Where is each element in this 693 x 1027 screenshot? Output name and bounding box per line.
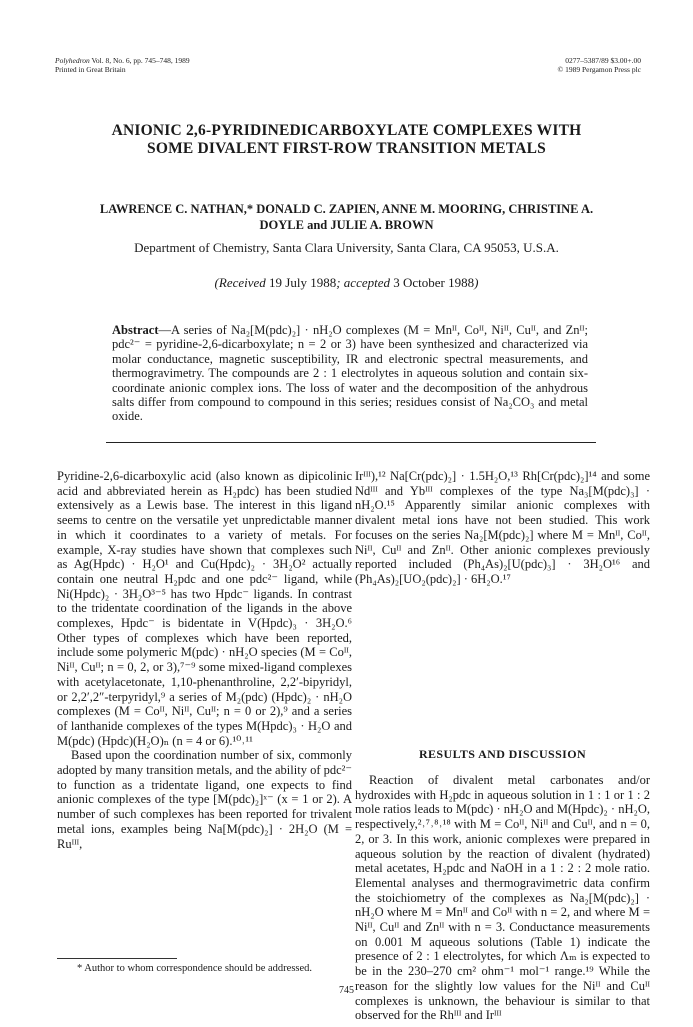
abstract-divider: [106, 442, 596, 443]
section-heading: RESULTS AND DISCUSSION: [418, 747, 587, 761]
journal-name: Polyhedron: [55, 56, 90, 65]
volume-info: Vol. 8, No. 6, pp. 745–748, 1989: [91, 56, 190, 65]
abstract-label: Abstract: [112, 323, 159, 337]
intro-paragraph-continued: Irᴵᴵᴵ),¹² Na[Cr(pdc)₂] · 1.5H₂O,¹³ Rh[Cr(pdc)₂]¹⁴ and some Ndᴵᴵᴵ and Ybᴵᴵᴵ complexes of the type Na₃[M(pdc)₃] · nH₂O.¹⁵ Apparently similar anionic complexes with divalent metal ions have not been studied. This work focuses on the series Na₂[M(pdc)₂] where M = Mnᴵᴵ, Coᴵᴵ, Niᴵᴵ, Cuᴵᴵ and Znᴵᴵ. Other anionic complexes previously reported included (Ph₄As)₂[U(pdc)₃] · 3H₂O¹⁶ and (Ph₄As)₂[UO₂(pdc)₂] · 6H₂O.¹⁷: [355, 469, 650, 586]
paper-title: ANIONIC 2,6-PYRIDINEDICARBOXYLATE COMPLEXES WITH SOME DIVALENT FIRST-ROW TRANSITION METALS: [111, 122, 582, 157]
received-line: (Received 19 July 1988; accepted 3 October 1988): [214, 275, 479, 290]
author-list: LAWRENCE C. NATHAN,* DONALD C. ZAPIEN, ANNE M. MOORING, CHRISTINE A. DOYLE and JULIE A. BROWN: [99, 202, 594, 232]
right-column-top: [355, 469, 650, 587]
intro-paragraph-1: Pyridine-2,6-dicarboxylic acid (also known as dipicolinic acid and abbreviated herein as H₂pdc) has been studied extensively as a Lewis base. The interest in this ligand seems to centre on the versatile yet unpredictable manner in which it coordinates to a variety of metals. For example, X-ray studies have shown that complexes such as Ag(Hpdc) · H₂O¹ and Cu(Hpdc)₂ · 3H₂O² actually contain one neutral H₂pdc and one pdc²⁻ ligand, while Ni(Hpdc)₂ · 3H₂O³⁻⁵ has two Hpdc⁻ ligands. In contrast to the tridentate coordination of the ligands in the above complexes, Hpdc⁻ is bidentate in V(Hpdc)₃ · 3H₂O.⁶ Other types of complexes which have been reported, include some polymeric M(pdc) · nH₂O species (M = Coᴵᴵ, Niᴵᴵ, Cuᴵᴵ; n = 0, 2, or 3),⁷⁻⁹ some mixed-ligand complexes with acetylacetonate, 1,10-phenanthroline, 2,2′-bipyridyl, or 2,2′,2″-terpyridyl,⁹ a series of M₂(pdc) (Hpdc)₂ · nH₂O complexes (M = Coᴵᴵ, Niᴵᴵ, Cuᴵᴵ; n = 0 or 2),⁹ and a series of lanthanide complexes of the types M(Hpdc)₃ · H₂O and M(pdc) (Hpdc)(H₂O)ₙ (n = 4 or 6).¹⁰˒¹¹: [57, 469, 352, 748]
abstract-text: —A series of Na₂[M(pdc)₂] · nH₂O complexes (M = Mnᴵᴵ, Coᴵᴵ, Niᴵᴵ, Cuᴵᴵ, and Znᴵᴵ; pdc²⁻ = pyridine-2,6-dicarboxylate; n = 2 or 3) have been synthesized and characterized via molar conductance, magnetic susceptibility, IR and electronic spectral measurements, and thermogravimetry. The compounds are 2 : 1 electrolytes in aqueous solution and contain six-coordinate anionic complex ions. The loss of water and the decomposition of the anhydrous salts differ from compound to compound in this series; residues consist of Na₂CO₃ and metal oxide.: [112, 323, 588, 424]
left-column: [57, 469, 352, 851]
printed-location: Printed in Great Britain: [55, 65, 126, 74]
copyright-line: © 1989 Pergamon Press plc: [557, 65, 641, 74]
issn-price: 0277–5387/89 $3.00+.00: [565, 56, 641, 65]
page-number: 745: [339, 985, 354, 996]
accepted-label: accepted: [343, 275, 390, 290]
received-label: Received: [218, 275, 266, 290]
footnote: * Author to whom correspondence should be addressed.: [77, 963, 313, 974]
issn-header: [558, 56, 641, 74]
intro-paragraph-2: Based upon the coordination number of six, commonly adopted by many transition metals, and the ability of pdc²⁻ to function as a tridentate ligand, one expects to find anionic complexes of the type [M(pdc)₂]ˣ⁻ (x = 1 or 2). A number of such complexes has been reported for trivalent metal ions, examples being Na[M(pdc)₂] · 2H₂O (M = Ruᴵᴵᴵ,: [57, 748, 353, 851]
affiliation: Department of Chemistry, Santa Clara University, Santa Clara, CA 95053, U.S.A.: [134, 240, 559, 255]
accepted-date: 3 October 1988: [393, 275, 475, 290]
footnote-divider: [57, 958, 177, 959]
abstract: [112, 323, 588, 424]
journal-header: [55, 56, 190, 74]
received-date: 19 July 1988: [269, 275, 337, 290]
results-paragraph: Reaction of divalent metal carbonates and/or hydroxides with H₂pdc in aqueous solution in 1 : 1 or 1 : 2 mole ratios leads to M(pdc) · nH₂O and M(Hpdc)₂ · nH₂O, respectively,²˒⁷˒⁸˒¹⁸ with M = Coᴵᴵ, Niᴵᴵ and Cuᴵᴵ, and n = 0, 2, or 3. In this work, anionic complexes were prepared in aqueous solution by the reaction of divalent (hydrated) metal acetates, H₂pdc and NaOH in a 1 : 2 : 2 mole ratio. Elemental analyses and thermogravimetric data confirm the stoichiometry of the complexes as Na₂[M(pdc)₂] · nH₂O where M = Mnᴵᴵ and Coᴵᴵ with n = 2, and where M = Niᴵᴵ, Cuᴵᴵ and Znᴵᴵ with n = 3. Conductance measurements on 0.001 M aqueous solutions (Table 1) indicate the presence of 2 : 1 electrolytes, for which Λₘ is expected to be in the 230–270 cm² ohm⁻¹ mol⁻¹ range.¹⁹ While the reason for the slightly low values for the Niᴵᴵ and Cuᴵᴵ complexes is unknown, the behaviour is similar to that observed for the Rhᴵᴵᴵ and Irᴵᴵᴵ: [355, 773, 650, 1023]
